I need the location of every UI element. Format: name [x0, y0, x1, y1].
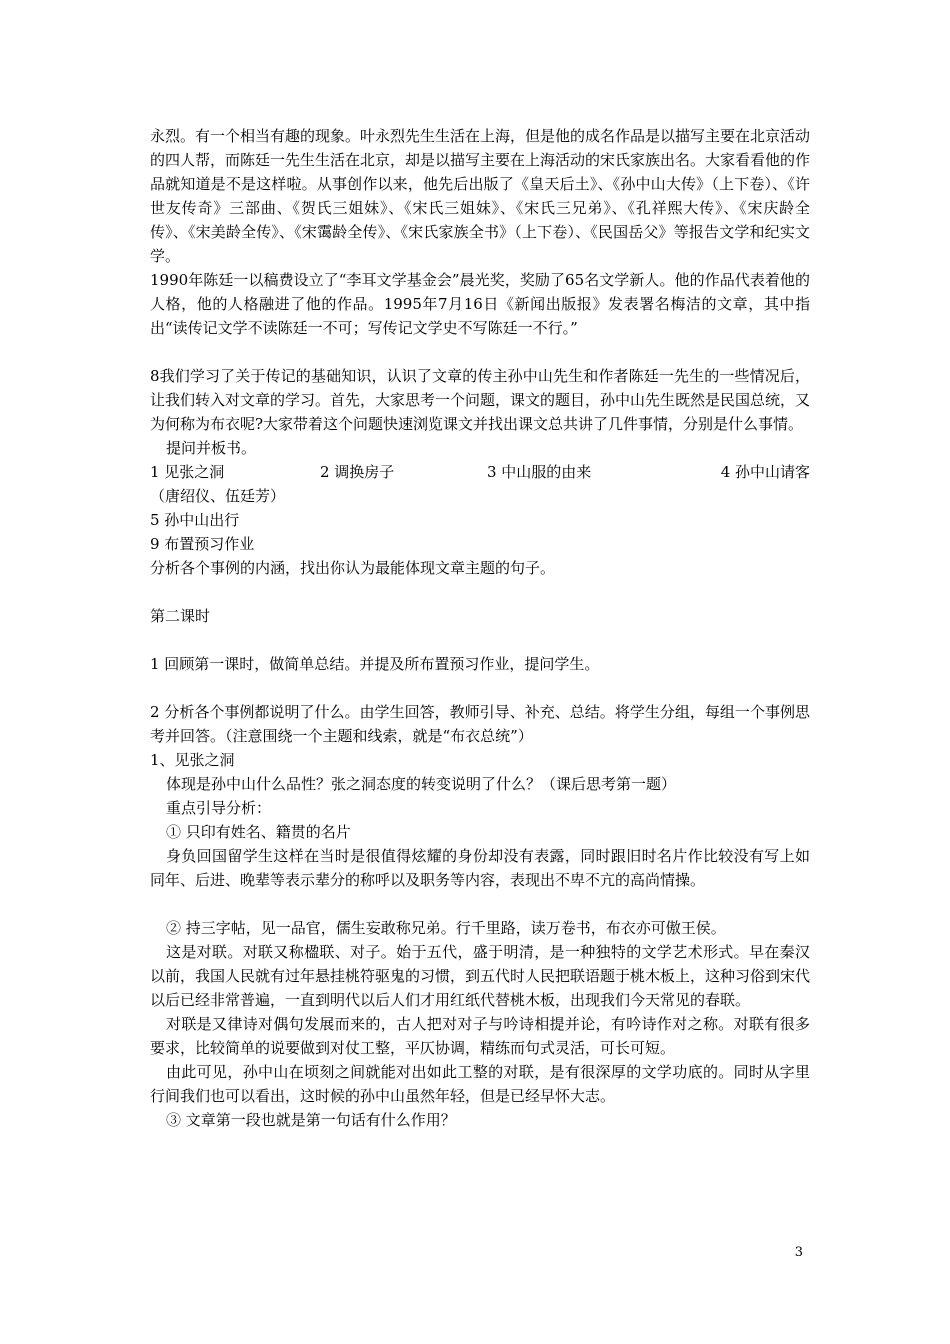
paragraph: 9 布置预习作业	[150, 535, 255, 553]
paragraph: 身负回国留学生这样在当时是很值得炫耀的身份却没有表露，同时跟旧时名片作比较没有写上如同年、后进、晚辈等表示辈分的称呼以及职务等内容，表现出不卑不亢的高尚情操。	[150, 847, 810, 889]
list-item: 4 孙中山请客	[720, 463, 810, 481]
list-item: 3 中山服的由来	[487, 463, 592, 481]
event-list-row	[150, 460, 810, 484]
spacer	[150, 340, 810, 364]
list-item: 1 见张之洞	[150, 463, 225, 481]
paragraph: ② 持三字帖，见一品官，儒生妄敢称兄弟。行千里路，读万卷书，布衣亦可傲王侯。	[166, 919, 726, 937]
spacer	[150, 892, 810, 916]
paragraph: 体现是孙中山什么品性？张之洞态度的转变说明了什么？（课后思考第一题）	[166, 775, 677, 793]
page-number: 3	[794, 1245, 803, 1260]
paragraph: 1 回顾第一课时，做简单总结。并提及所布置预习作业，提问学生。	[150, 655, 600, 673]
paragraph: 由此可见，孙中山在顷刻之间就能对出如此工整的对联，是有很深厚的文学功底的。同时从字里行间我们也可以看出，这时候的孙中山虽然年轻，但是已经早怀大志。	[150, 1063, 810, 1105]
page-content	[150, 124, 810, 1132]
paragraph: 永烈。有一个相当有趣的现象。叶永烈先生生活在上海，但是他的成名作品是以描写主要在北京活动的四人帮，而陈廷一先生生活在北京，却是以描写主要在上海活动的宋氏家族出名。大家看看他的作品就知道是不是这样啦。从事创作以来，他先后出版了《皇天后土》、《孙中山大传》（上下卷）、《许世友传奇》三部曲、《贺氏三姐妹》、《宋氏三姐妹》、《宋氏三兄弟》、《孔祥熙大传》、《宋庆龄全传》、《宋美龄全传》、《宋霭龄全传》、《宋氏家族全书》（上下卷）、《民国岳父》等报告文学和纪实文学。	[150, 127, 811, 265]
paragraph: 这是对联。对联又称楹联、对子。始于五代，盛于明清，是一种独特的文学艺术形式。早在秦汉以前，我国人民就有过年悬挂桃符驱鬼的习惯，到五代时人民把联语题于桃木板上，这种习俗到宋代以后已经非常普遍，一直到明代以后人们才用红纸代替桃木板，出现我们今天常见的春联。	[150, 943, 811, 1009]
spacer	[150, 580, 810, 604]
paragraph: 1、见张之洞	[150, 751, 235, 769]
paragraph: 2 分析各个事例都说明了什么。由学生回答，教师引导、补充、总结。将学生分组，每组一个事例思考并回答。（注意围绕一个主题和线索，就是“布衣总统”）	[150, 703, 810, 745]
paragraph: 重点引导分析：	[166, 799, 272, 817]
section-heading: 第二课时	[150, 607, 211, 625]
paragraph: 1990年陈廷一以稿费设立了“李耳文学基金会”晨光奖，奖励了65名文学新人。他的作品代表着他的人格，他的人格融进了他的作品。1995年7月16日《新闻出版报》发表署名梅洁的文章，其中指出“读传记文学不读陈廷一不可；写传记文学史不写陈廷一不行。”	[150, 271, 810, 337]
paragraph: 分析各个事例的内涵，找出你认为最能体现文章主题的句子。	[150, 559, 556, 577]
spacer	[150, 676, 810, 700]
paragraph: （唐绍仪、伍廷芳）	[150, 487, 286, 505]
paragraph: ③ 文章第一段也就是第一句话有什么作用？	[166, 1111, 456, 1129]
paragraph: 8我们学习了关于传记的基础知识，认识了文章的传主孙中山先生和作者陈廷一先生的一些情况后，让我们转入对文章的学习。首先，大家思考一个问题，课文的题目，孙中山先生既然是民国总统，又为何称为布衣呢?大家带着这个问题快速浏览课文并找出课文总共讲了几件事情，分别是什么事情。	[150, 367, 811, 433]
spacer	[150, 628, 810, 652]
paragraph: 5 孙中山出行	[150, 511, 240, 529]
paragraph: 提问并板书。	[166, 439, 257, 457]
paragraph: 对联是又律诗对偶句发展而来的，古人把对对子与吟诗相提并论，有吟诗作对之称。对联有很多要求，比较简单的说要做到对仗工整，平仄协调，精练而句式灵活，可长可短。	[150, 1015, 810, 1057]
paragraph: ① 只印有姓名、籍贯的名片	[166, 823, 351, 841]
list-item: 2 调换房子	[320, 463, 395, 481]
